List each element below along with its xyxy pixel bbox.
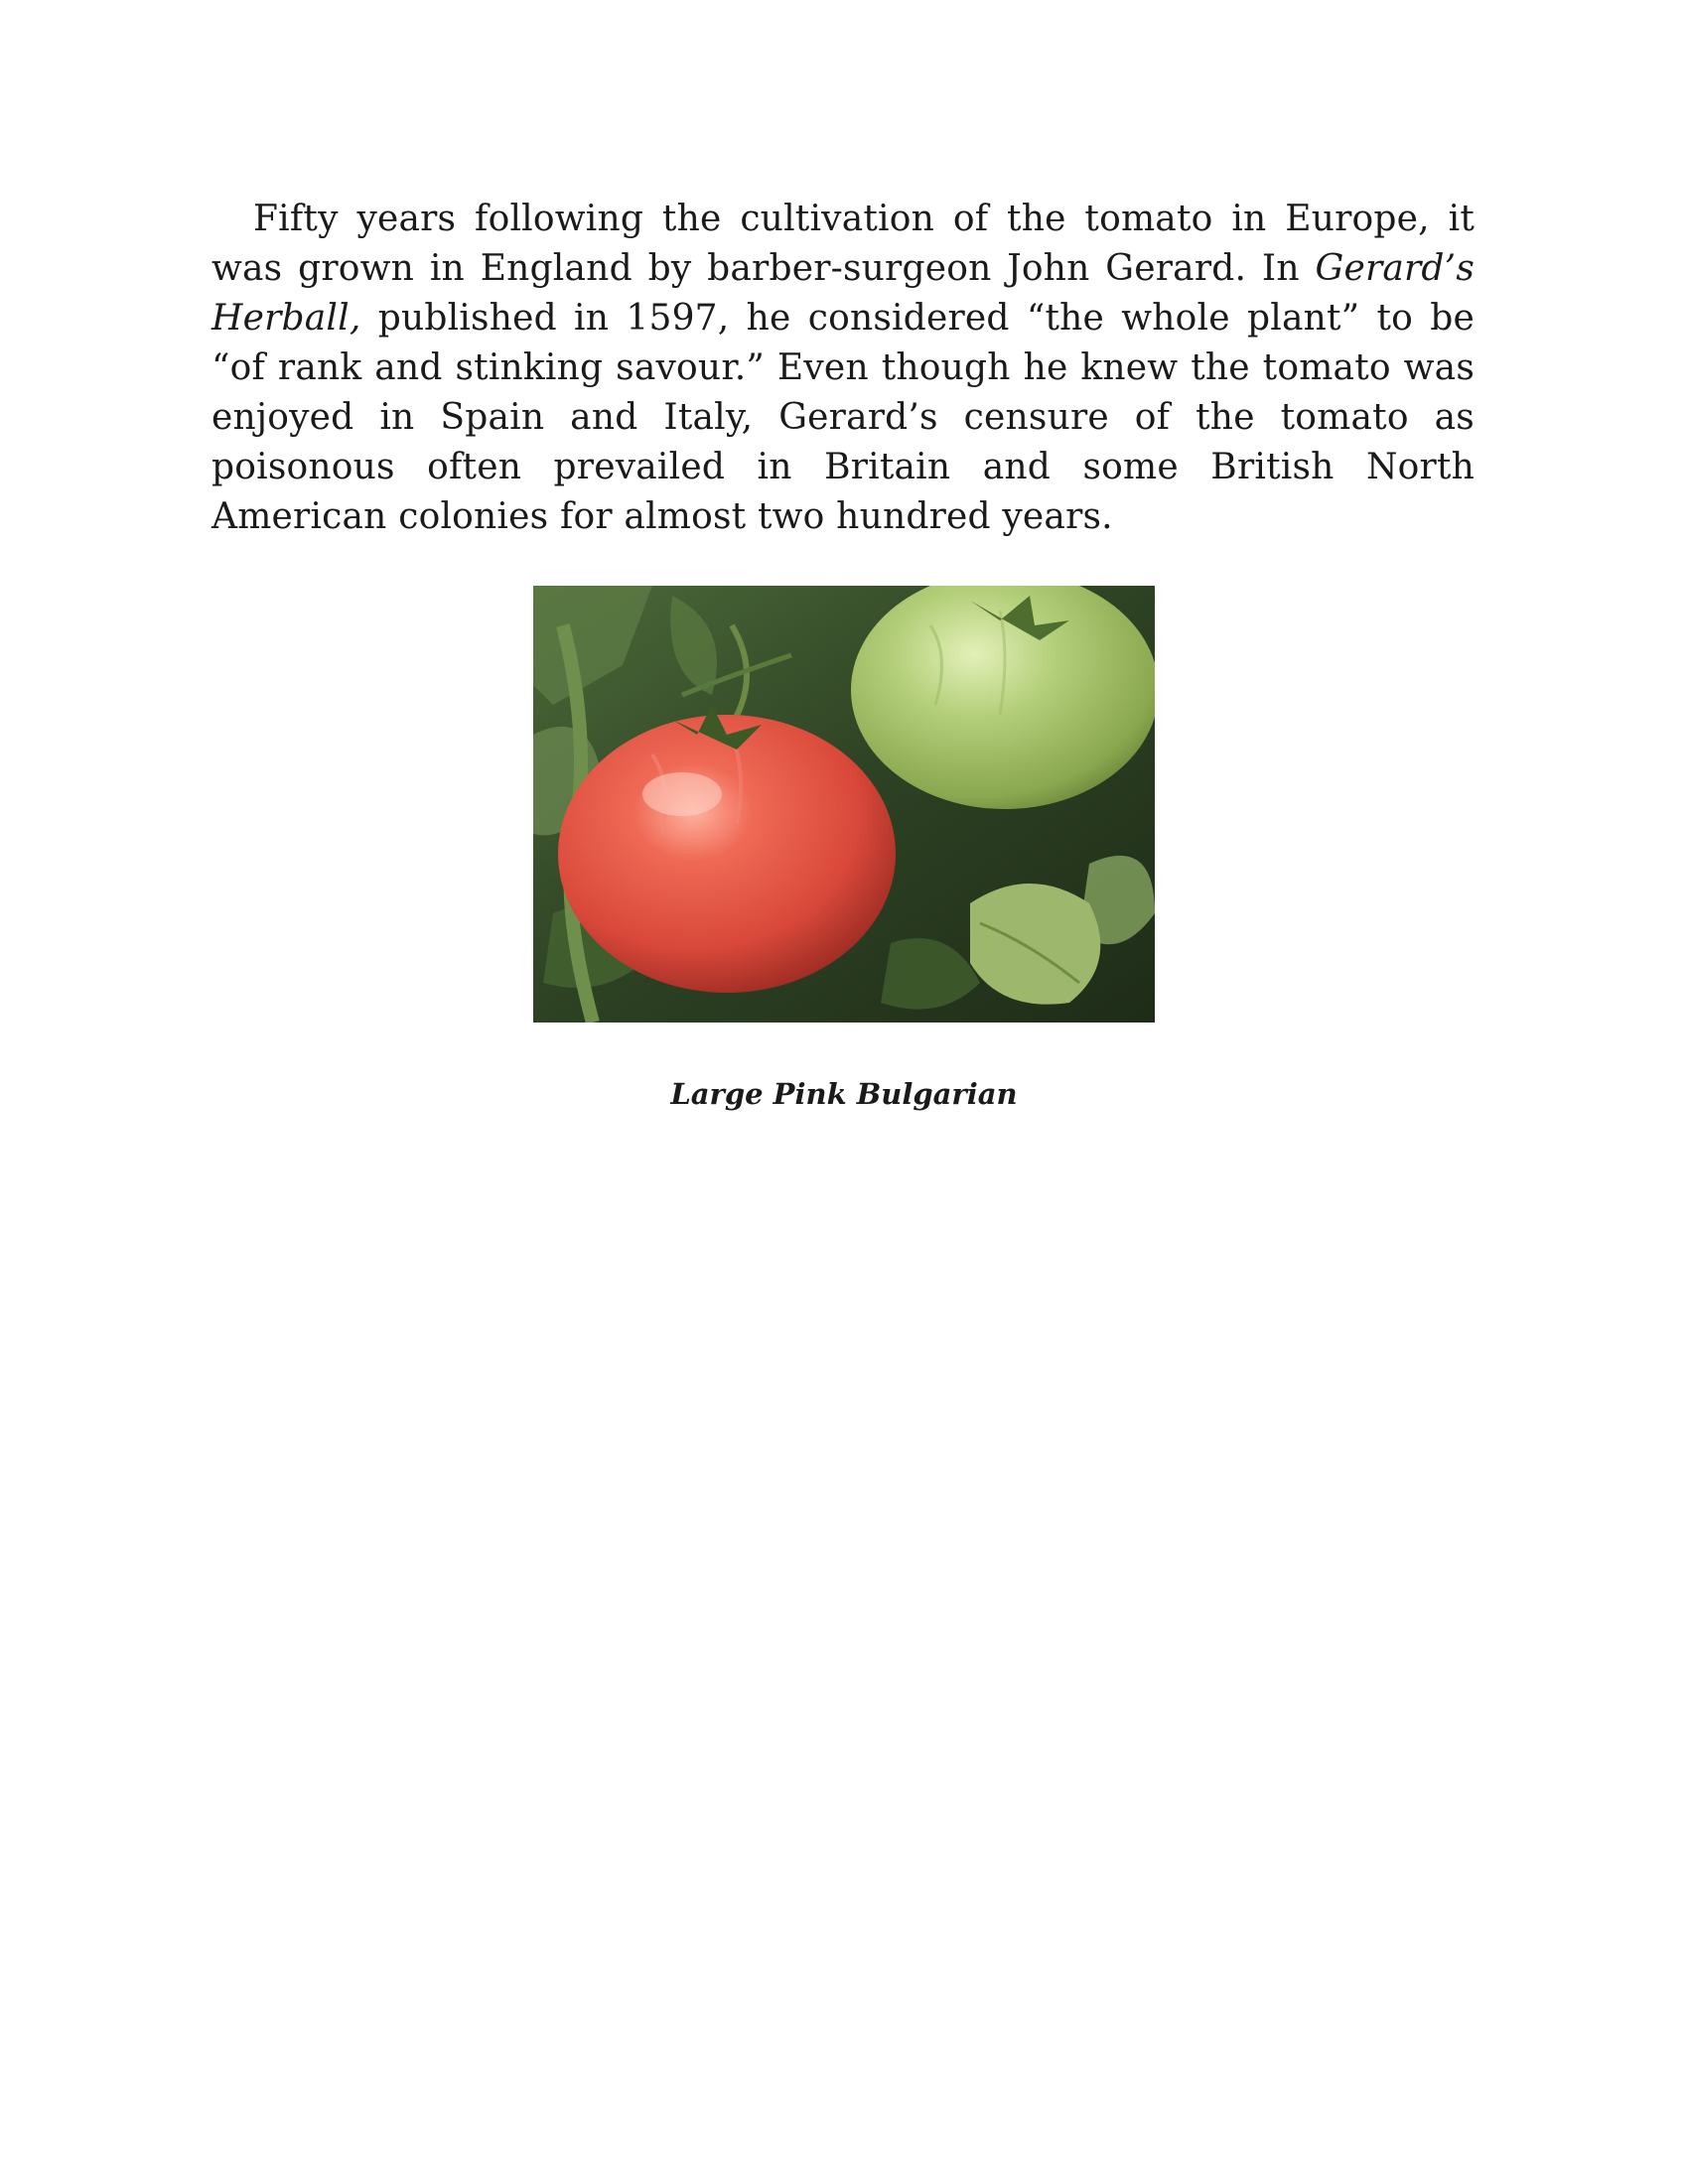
figure-caption: Large Pink Bulgarian [670, 1077, 1018, 1111]
paragraph-intro: Fifty years following the cultivation of the tomato in Europe, it was grown in England by barber-surgeon John Gerard. In [211, 199, 1475, 289]
body-paragraph [211, 195, 1475, 542]
paragraph-rest: published in 1597, he considered “the whole plant” to be “of rank and stinking savour.” Even though he knew the tomato was enjoyed in Spain and Italy, Gerard’s censure of the tomato as poisonous often prevailed in Britain and some British North American colonies for almost two hundred years. [211, 298, 1475, 537]
tomato-photo [533, 586, 1155, 1023]
tomato-illustration [533, 586, 1155, 1023]
book-title: Gerard’s Herball, [211, 248, 1475, 339]
